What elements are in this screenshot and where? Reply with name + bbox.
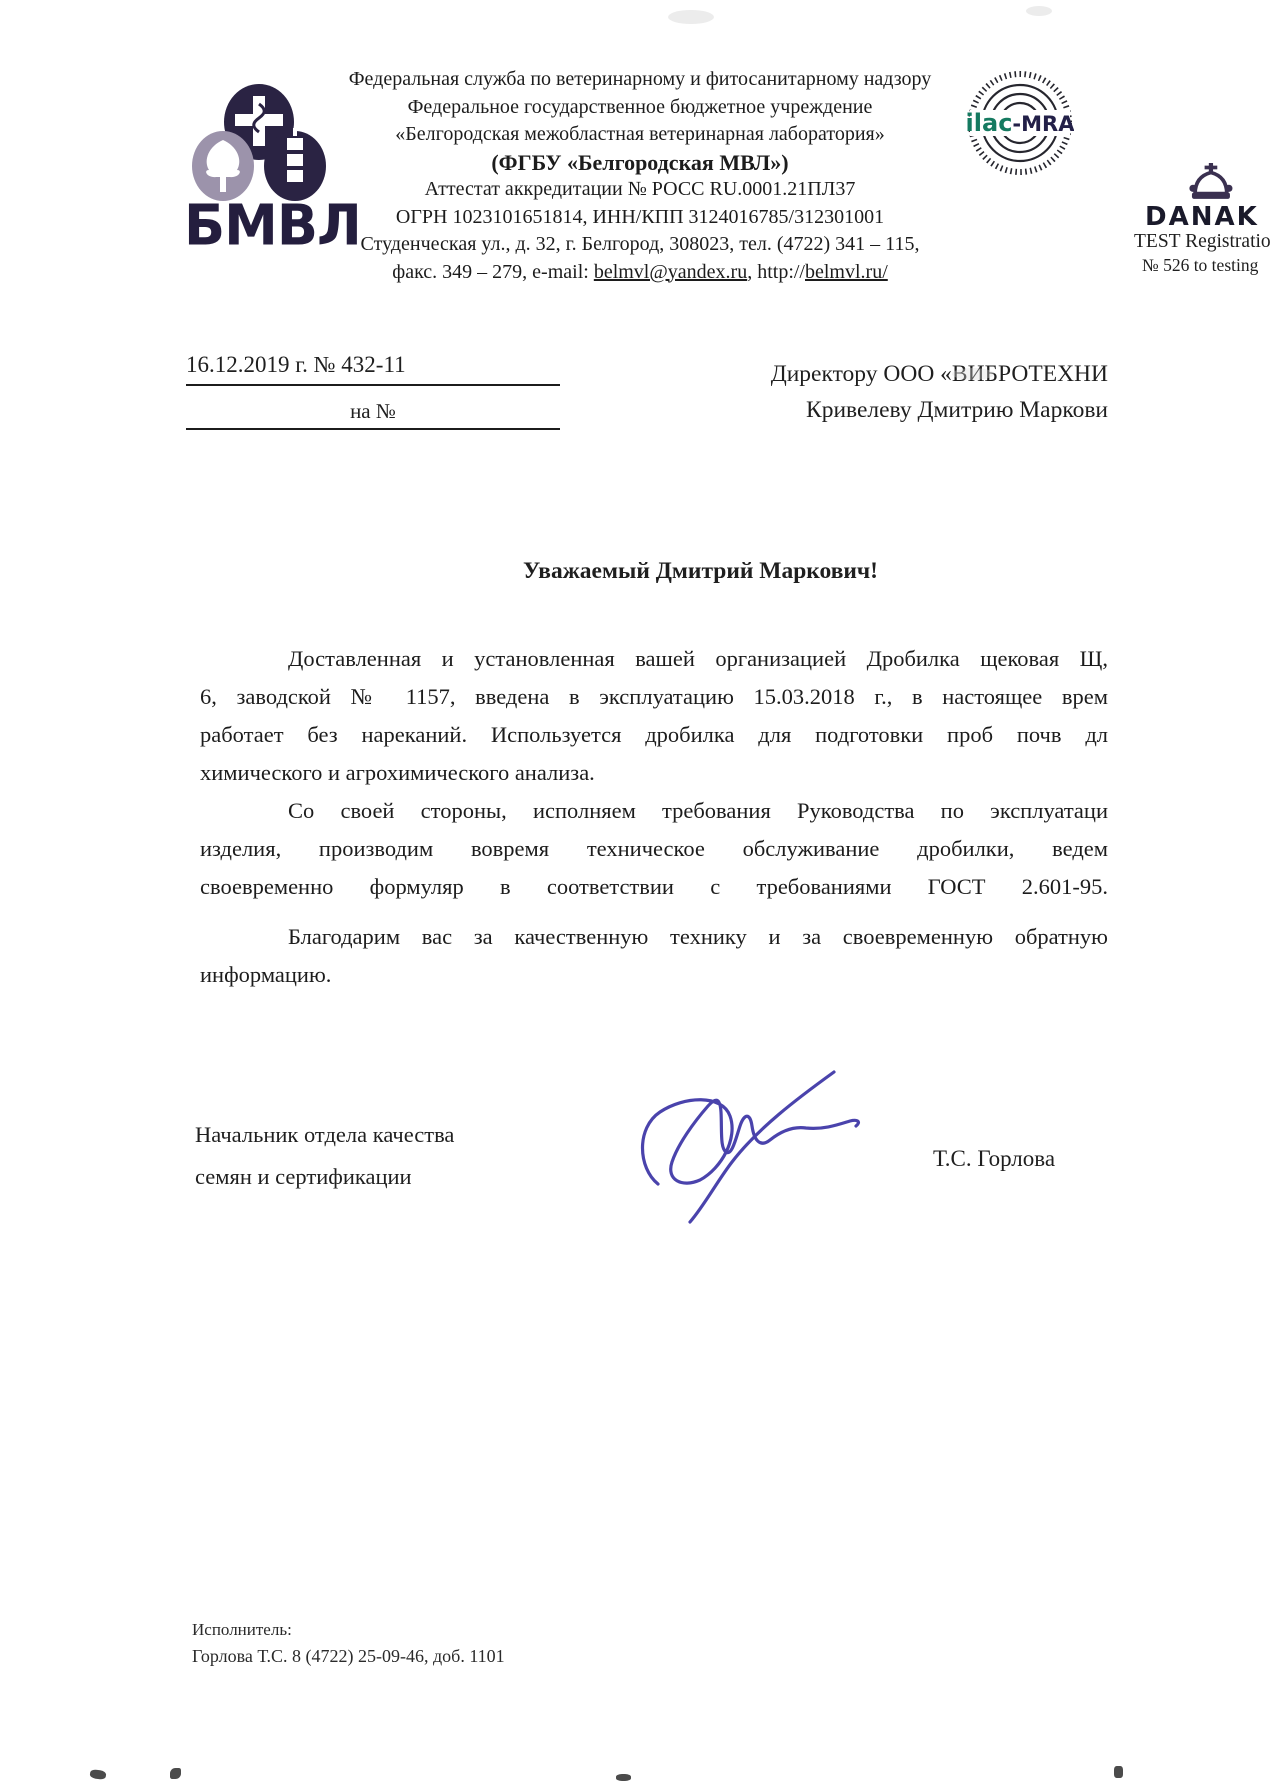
address-line: Студенческая ул., д. 32, г. Белгород, 308023, тел. (4722) 341 – 115, <box>360 233 920 255</box>
letterhead <box>335 66 945 286</box>
body-line: Благодарим вас за качественную технику и за своевременную обратную <box>288 924 1108 949</box>
crown-icon <box>1185 163 1239 201</box>
scan-artifact <box>1114 1766 1123 1778</box>
body-line: Со своей стороны, исполняем требования Руководства по эксплуатаци <box>288 798 1108 823</box>
signer-position-line: Начальник отдела качества <box>195 1122 455 1147</box>
incoming-number-label: на № <box>186 399 560 430</box>
authority-line: Федеральная служба по ветеринарному и фитосанитарному надзору <box>348 68 932 90</box>
addressee-block <box>690 356 1108 428</box>
contact-separator: , http:// <box>747 260 805 283</box>
scan-smudge <box>952 368 994 380</box>
body-line: Доставленная и установленная вашей организацией Дробилка щековая Щ, <box>288 646 1108 671</box>
signer-position-line: семян и сертификации <box>195 1164 412 1189</box>
registration-line: ОГРН 1023101651814, ИНН/КПП 3124016785/312301001 <box>395 205 885 228</box>
scan-smudge <box>1026 6 1052 16</box>
email-link[interactable]: belmvl@yandex.ru <box>593 260 748 283</box>
scan-artifact <box>89 1769 106 1780</box>
ilac-mra-seal-icon <box>966 70 1074 176</box>
ilac-text-dark: -MRA <box>1012 112 1074 136</box>
fax-text: факс. 349 – 279, e-mail: <box>392 260 594 283</box>
body-line: работает без нареканий. Используется дробилка для подготовки проб почв дл <box>200 722 1108 747</box>
executor-label: Исполнитель: <box>192 1620 292 1639</box>
logo-acronym: БМВЛ <box>184 192 361 259</box>
body-line: информацию. <box>200 962 332 987</box>
scan-artifact <box>616 1774 631 1781</box>
bmvl-emblem-icon <box>183 84 335 202</box>
svg-text:ilac-MRA <box>966 109 1074 137</box>
website-link[interactable]: belmvl.ru/ <box>805 260 888 283</box>
institution-name-line: «Белгородская межобластная ветеринарная лаборатория» <box>395 123 885 145</box>
danak-name: DANAK <box>1145 202 1259 232</box>
executor-contact: Горлова Т.С. 8 (4722) 25-09-46, доб. 1101 <box>192 1646 505 1666</box>
body-line: химического и агрохимического анализа. <box>200 760 595 785</box>
institution-short-line: (ФГБУ «Белгородская МВЛ») <box>491 149 789 175</box>
scan-smudge <box>668 10 714 24</box>
signer-name: Т.С. Горлова <box>933 1146 1056 1171</box>
ilac-text-green: ilac <box>966 109 1013 137</box>
danak-mark <box>1133 163 1285 277</box>
danak-registration-line: TEST Registratio <box>1134 231 1271 252</box>
salutation: Уважаемый Дмитрий Маркович! <box>522 558 879 584</box>
body-line: изделия, производим вовремя техническое обслуживание дробилки, ведем <box>200 836 1108 861</box>
signer-position <box>195 1114 615 1198</box>
scan-artifact <box>170 1768 181 1779</box>
outgoing-number: 16.12.2019 г. № 432-11 <box>186 352 560 386</box>
addressee-line: Кривелеву Дмитрию Маркови <box>806 397 1108 423</box>
contact-line <box>335 259 945 287</box>
institution-type-line: Федеральное государственное бюджетное учреждение <box>407 95 873 118</box>
addressee-line: Директору ООО «ВИБРОТЕХНИ <box>770 361 1108 387</box>
body-line: 6, заводской № 1157, введена в эксплуатацию 15.03.2018 г., в настоящее врем <box>200 684 1108 709</box>
danak-number-line: № 526 to testing <box>1142 255 1259 275</box>
body-line: своевременно формуляр в соответствии с требованиями ГОСТ 2.601-95. <box>200 874 1108 899</box>
accreditation-line: Аттестат аккредитации № РОСС RU.0001.21ПЛ37 <box>424 178 856 200</box>
handwritten-signature-icon <box>628 1064 918 1229</box>
